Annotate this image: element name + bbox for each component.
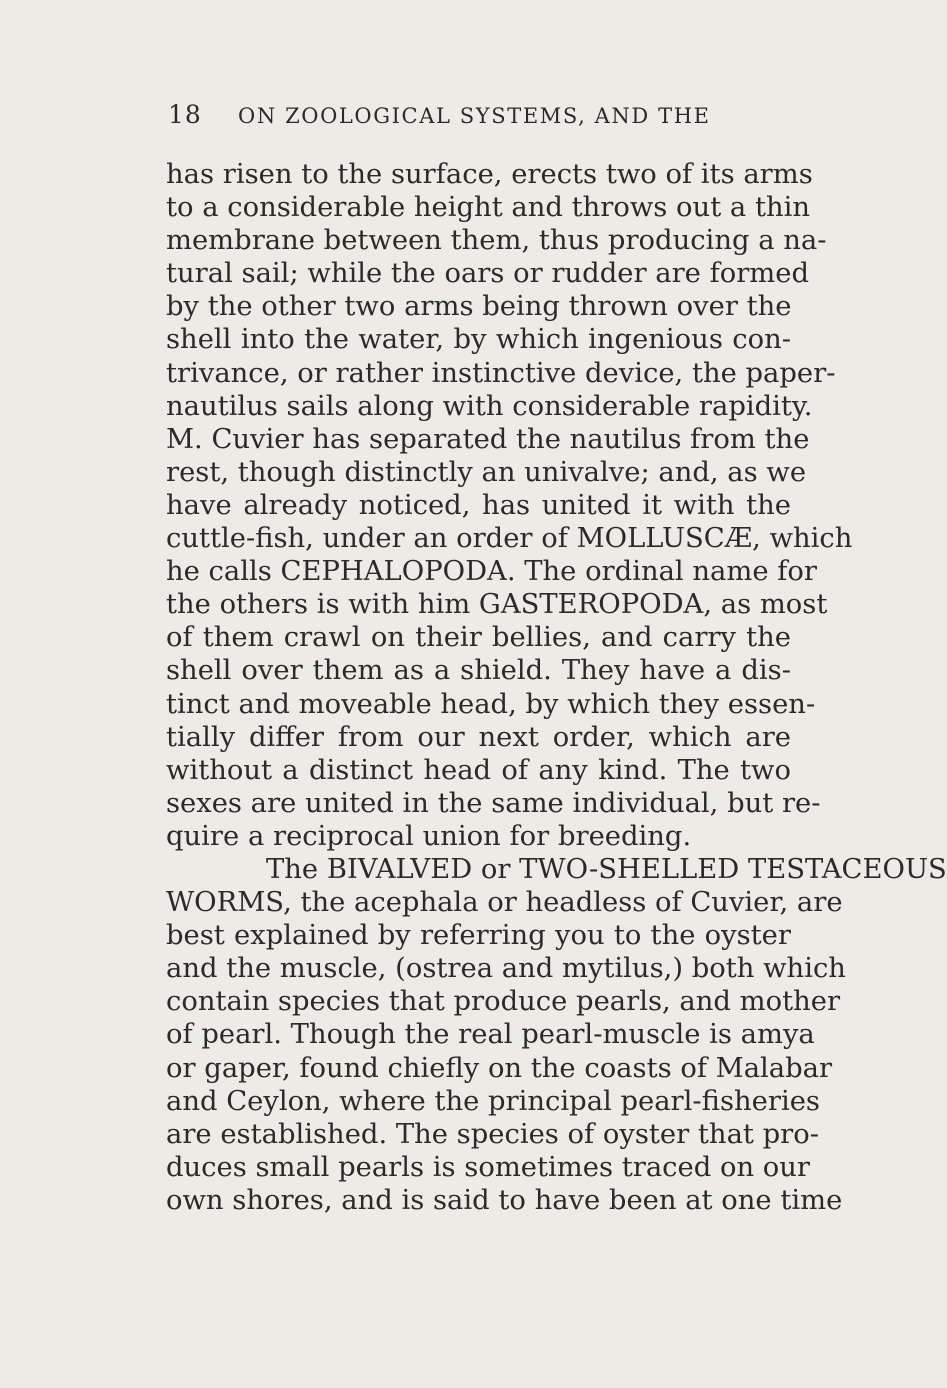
text-line: or gaper, found chiefly on the coasts of Malabar bbox=[166, 1052, 833, 1084]
paragraph-start-line: The BIVALVED or TWO-SHELLED TESTACEOUS bbox=[266, 853, 947, 885]
text-line: contain species that produce pearls, and mother bbox=[166, 986, 841, 1018]
text-line: to a considerable height and throws out a thin bbox=[166, 192, 810, 224]
text-line: quire a reciprocal union for breeding. bbox=[166, 820, 692, 852]
text-line: shell over them as a shield. They have a dis- bbox=[166, 655, 791, 687]
text-line: cuttle-fish, under an order of MOLLUSCÆ, which bbox=[166, 523, 853, 555]
text-line: by the other two arms being thrown over the bbox=[166, 291, 792, 323]
text-line: membrane between them, thus producing a na- bbox=[166, 225, 827, 257]
text-line: best explained by referring you to the oyster bbox=[166, 920, 791, 952]
text-line: of them crawl on their bellies, and carry the bbox=[166, 622, 791, 654]
text-line: he calls CEPHALOPODA. The ordinal name for bbox=[166, 556, 817, 588]
text-line: and Ceylon, where the principal pearl-fisheries bbox=[166, 1085, 820, 1117]
text-line: sexes are united in the same individual, but re- bbox=[166, 787, 821, 819]
text-line: M. Cuvier has separated the nautilus from the bbox=[166, 423, 810, 455]
body-text bbox=[166, 158, 947, 1217]
running-head-title: ON ZOOLOGICAL SYSTEMS, AND THE bbox=[238, 104, 711, 128]
text-line: trivance, or rather instinctive device, the paper- bbox=[166, 357, 836, 389]
text-line: and the muscle, (ostrea and mytilus,) both which bbox=[166, 953, 846, 985]
page-number: 18 bbox=[168, 100, 202, 129]
text-line: have already noticed, has united it with the bbox=[166, 489, 791, 521]
text-line: duces small pearls is sometimes traced on our bbox=[166, 1151, 811, 1183]
text-line: of pearl. Though the real pearl-muscle is amya bbox=[166, 1019, 815, 1051]
text-line: tinct and moveable head, by which they essen- bbox=[166, 688, 816, 720]
text-line: has risen to the surface, erects two of its arms bbox=[166, 159, 813, 190]
running-head bbox=[168, 100, 768, 140]
text-line: own shores, and is said to have been at one time bbox=[166, 1184, 843, 1216]
text-line: tially differ from our next order, which are bbox=[166, 721, 791, 753]
text-line: are established. The species of oyster that pro- bbox=[166, 1118, 819, 1150]
text-line: shell into the water, by which ingenious con- bbox=[166, 324, 791, 356]
text-line: without a distinct head of any kind. The two bbox=[166, 754, 791, 786]
text-line: the others is with him GASTEROPODA, as most bbox=[166, 589, 828, 621]
text-line: WORMS, the acephala or headless of Cuvier, are bbox=[166, 887, 843, 919]
text-line: rest, though distinctly an univalve; and, as we bbox=[166, 456, 807, 488]
text-line: nautilus sails along with considerable rapidity. bbox=[166, 390, 813, 422]
text-line: tural sail; while the oars or rudder are formed bbox=[166, 258, 810, 290]
